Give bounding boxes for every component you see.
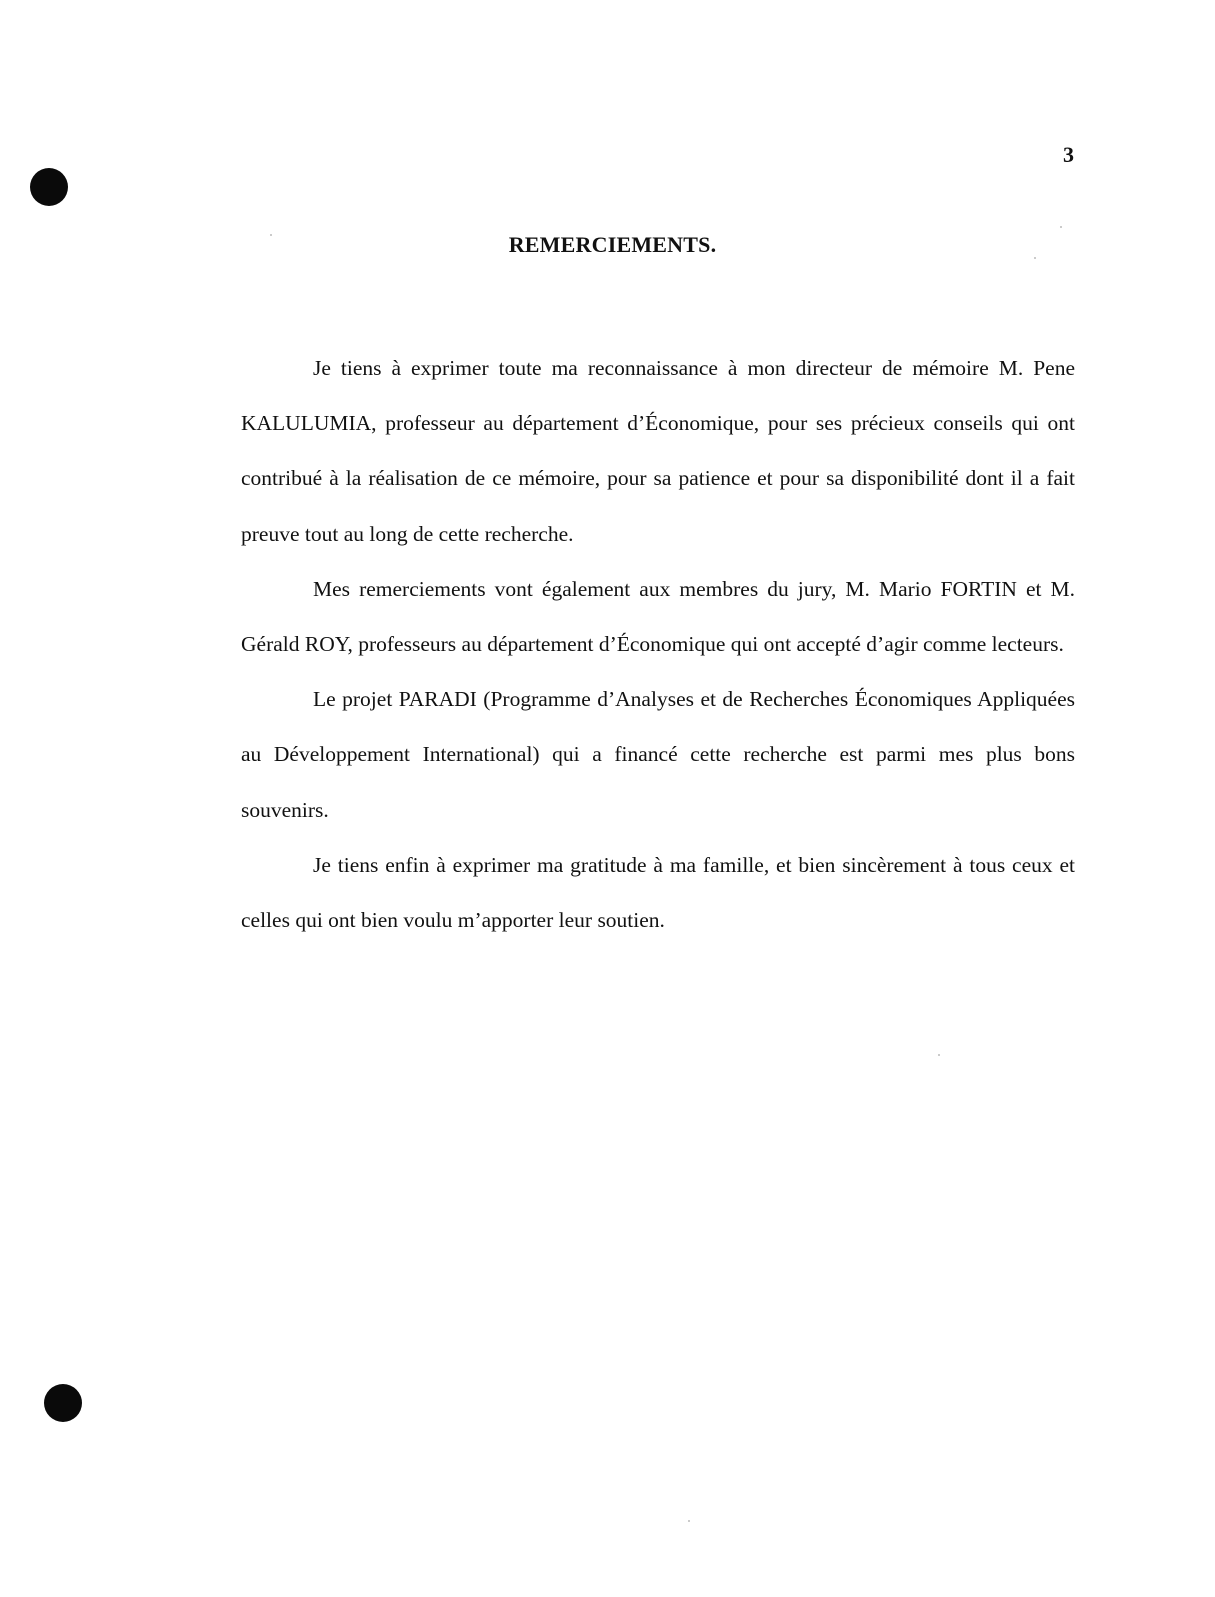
page-number: 3 (1063, 142, 1074, 167)
scan-speck (688, 1520, 690, 1522)
punch-hole-top (30, 168, 68, 206)
paragraph-jury: Mes remerciements vont également aux membres du jury, M. Mario FORTIN et M. Gérald ROY, professeurs au département d’Économique qui ont accepté d’agir comme lecteurs. (241, 576, 1075, 657)
scan-speck (270, 234, 272, 236)
scan-speck (1060, 226, 1062, 228)
scan-speck (1034, 257, 1036, 259)
punch-hole-bottom (44, 1384, 82, 1422)
acknowledgements-body (241, 341, 1075, 948)
paragraph-director: Je tiens à exprimer toute ma reconnaissance à mon directeur de mémoire M. Pene KALULUMIA, professeur au département d’Économique, pour ses précieux conseils qui ont contribué à la réalisation de ce mémoire, pour sa patience et pour sa disponibilité dont il a fait preuve tout au long de cette recherche. (241, 356, 1075, 546)
paragraph-family: Je tiens enfin à exprimer ma gratitude à ma famille, et bien sincèrement à tous ceux et celles qui ont bien voulu m’apporter leur soutien. (241, 852, 1075, 933)
paragraph-paradi: Le projet PARADI (Programme d’Analyses et de Recherches Économiques Appliquées au Développement International) qui a financé cette recherche est parmi mes plus bons souvenirs. (241, 687, 1075, 822)
page-title: REMERCIEMENTS. (508, 232, 717, 257)
scan-speck (938, 1054, 940, 1056)
